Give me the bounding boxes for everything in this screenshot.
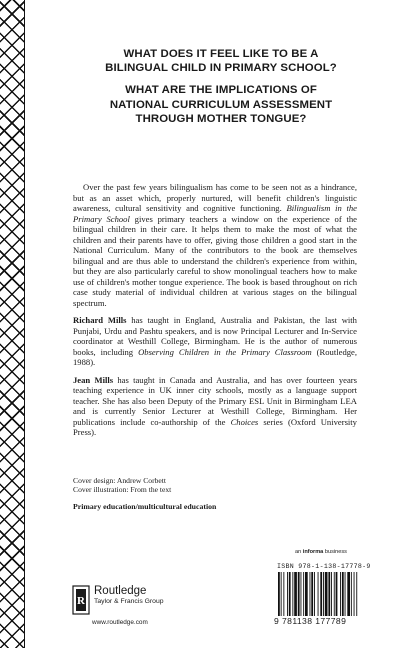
barcode-bar	[301, 572, 302, 616]
barcode	[277, 572, 385, 616]
barcode-bar	[351, 572, 352, 616]
author-bio-richard	[73, 315, 357, 368]
bio-richard-book: Observing Children in the Primary Classroom	[138, 346, 312, 357]
barcode-bar	[298, 572, 300, 616]
barcode-bar	[347, 572, 350, 616]
barcode-bar	[342, 572, 344, 616]
cover-design-credit: Cover design: Andrew Corbett	[73, 476, 167, 485]
barcode-bar	[323, 572, 324, 616]
barcode-bar	[311, 572, 313, 616]
barcode-bar	[314, 572, 315, 616]
author-name-jean: Jean Mills	[73, 374, 114, 385]
barcode-bar	[303, 572, 304, 616]
blurb-paragraph	[73, 182, 357, 308]
bio-jean-text-1: has taught in Canada and Australia, and has over fourteen years teaching experience in UK inner city schools, mostly as a language support teacher. She has also been Deputy of the Primary ESL Unit in Birmingham LEA and is currently Senior Lecturer at Westhill College, Birmingham. Her publications include co-authorship of the	[73, 374, 357, 427]
publisher-website[interactable]: www.routledge.com	[92, 619, 148, 626]
author-bio-jean	[73, 375, 357, 438]
barcode-bar	[328, 572, 330, 616]
barcode-bar	[331, 572, 332, 616]
back-cover-headline	[96, 47, 346, 126]
headline-question-2: WHAT ARE THE IMPLICATIONS OF NATIONAL CURRICULUM ASSESSMENT THROUGH MOTHER TONGUE?	[109, 84, 333, 125]
barcode-bar	[294, 572, 297, 616]
barcode-bar	[318, 572, 319, 616]
barcode-bar	[278, 572, 280, 616]
logo-letter: R	[77, 595, 85, 607]
barcode-bar	[281, 572, 282, 616]
blurb-text-2: gives primary teachers a window on the experience of the bilingual children in their care. It helps them to make the most of what the children and their parents have to offer, giving those children a good start in the National Curriculum. Many of the contributors to the book are themselves bilingual and are thus able to understand the children's experience from within, but they are also particularly careful to show monolingual teachers how to make use of children's mother tongue experience. The book is based throughout on rich case study material of individual children at various stages on the bilingual spectrum.	[73, 213, 357, 308]
bio-jean-series: Choices	[230, 416, 259, 427]
bio-richard-text-2: (Routledge, 1988).	[73, 346, 357, 367]
barcode-bar	[305, 572, 308, 616]
barcode-bar	[356, 572, 357, 616]
barcode-bar	[334, 572, 335, 616]
isbn-number: ISBN 978-1-138-17778-9	[277, 563, 371, 570]
barcode-bar	[310, 572, 311, 616]
barcode-digits: 9 781138 177789	[274, 616, 347, 626]
blurb-text-1: Over the past few years bilingualism has come to be seen not as a hindrance, but as an asset which, properly nurtured, will benefit children's linguistic awareness, cultural sensitivity and cognitive functioning.	[73, 182, 357, 213]
book-title: Bilingualism in the Primary School	[73, 203, 357, 224]
barcode-bar	[354, 572, 355, 616]
routledge-logo-icon	[72, 585, 90, 615]
barcode-bar	[345, 572, 346, 616]
bio-jean-text-2: series (Oxford University Press).	[73, 416, 357, 437]
headline-question-1: WHAT DOES IT FEEL LIKE TO BE A BILINGUAL CHILD IN PRIMARY SCHOOL?	[105, 48, 337, 75]
bio-richard-text-1: has taught in England, Australia and Pakistan, the last with Punjabi, Urdu and Pashtu speakers, and is now Principal Lecturer and In-Service coordinator at Westhill College, Birmingham. He is the author of numerous books, including	[73, 315, 357, 357]
author-name-richard: Richard Mills	[73, 315, 127, 325]
subject-category: Primary education/multicultural education	[73, 502, 217, 511]
barcode-bar	[292, 572, 293, 616]
barcode-bar	[289, 572, 291, 616]
spine-pattern	[0, 0, 25, 648]
cover-illustration-credit: Cover illustration: From the text	[73, 485, 172, 495]
barcode-bar	[325, 572, 328, 616]
informa-business-label: an informa business	[295, 549, 347, 555]
barcode-bar	[340, 572, 341, 616]
barcode-bar	[336, 572, 338, 616]
publisher-group: Taylor & Francis Group	[94, 598, 164, 605]
barcode-bar	[287, 572, 288, 616]
blurb-section	[73, 182, 357, 445]
barcode-bar	[320, 572, 322, 616]
informa-brand: informa	[302, 549, 324, 555]
cover-credits	[73, 476, 273, 495]
barcode-bar	[283, 572, 284, 616]
publisher-name: Routledge	[94, 585, 147, 597]
publisher-block	[94, 585, 164, 606]
